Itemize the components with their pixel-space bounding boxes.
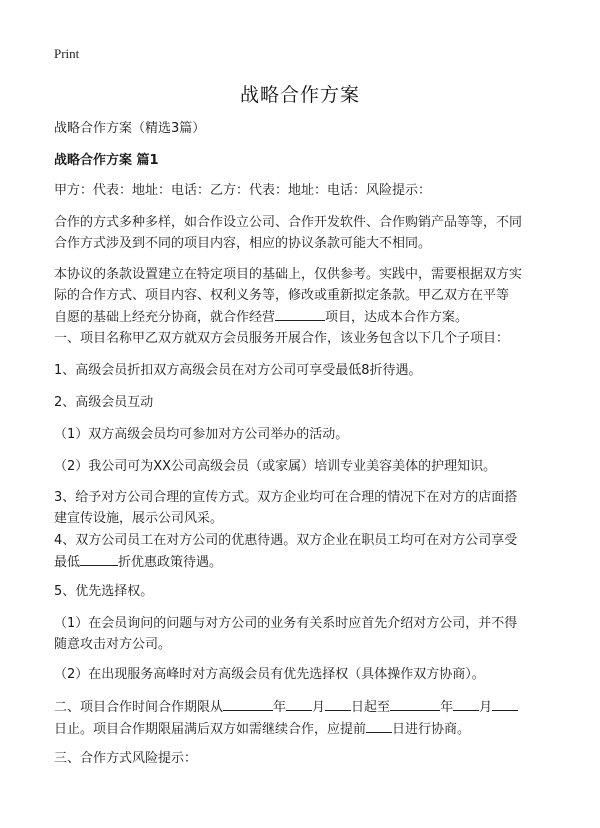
text-line: 建宣传设施，展示公司风采。: [54, 511, 224, 526]
paragraph-item-4: [54, 530, 554, 573]
paragraph-risk-notice: 三、合作方式风险提示：: [54, 751, 198, 766]
text-segment: 折优惠政策待遇。: [118, 555, 223, 570]
blank-start-year[interactable]: [223, 696, 273, 711]
text-line: [54, 306, 554, 328]
text-line: 4、双方公司员工在对方公司的优惠待遇。双方企业在职员工均可在对方公司享受: [54, 533, 518, 548]
text-segment: 年: [440, 700, 454, 715]
paragraph-project-name: 一、项目名称甲乙双方就双方会员服务开展合作，该业务包含以下几个子项目：: [54, 331, 510, 346]
text-line: 合作方式涉及到不同的项目内容，相应的协议条款可能大不相同。: [54, 236, 432, 251]
paragraph-item-3: [54, 487, 554, 529]
text-line: 合作的方式多种多样，如合作设立公司、合作开发软件、合作购销产品等等，不同: [54, 215, 523, 230]
text-segment: 最低: [54, 555, 81, 570]
blank-end-year[interactable]: [390, 696, 440, 711]
paragraph-parties: 甲方：代表：地址：电话：乙方：代表：地址：电话：风险提示：: [54, 183, 432, 198]
text-line: [54, 718, 554, 740]
blank-advance-days[interactable]: [366, 718, 392, 733]
paragraph-cooperation-period: [54, 696, 554, 740]
paragraph-agreement-terms: [54, 264, 554, 328]
blank-discount[interactable]: [80, 551, 118, 566]
paragraph-cooperation-methods: [54, 212, 554, 254]
paragraph-item-2-2: （2）我公司可为XX公司高级会员（或家属）培训专业美容美体的护理知识。: [54, 459, 497, 474]
text-segment: 日止。项目合作期限届满后双方如需继续合作，应提前: [54, 722, 367, 737]
text-segment: 自愿的基础上经充分协商，就合作经营: [54, 310, 276, 325]
print-link[interactable]: Print: [54, 46, 80, 61]
paragraph-item-5-1: [54, 613, 554, 655]
paragraph-item-1: 1、高级会员折扣双方高级会员在对方公司可享受最低8折待遇。: [54, 363, 422, 378]
text-segment: 年: [273, 700, 287, 715]
section-heading: 战略合作方案 篇1: [54, 153, 159, 168]
text-line: [54, 551, 554, 573]
blank-start-day[interactable]: [325, 696, 351, 711]
text-segment: 月: [479, 700, 493, 715]
text-line: 际的合作方式、项目内容、权利义务等，修改或重新拟定条款。甲乙双方在平等: [54, 288, 510, 303]
text-line: 随意攻击对方公司。: [54, 637, 172, 652]
blank-end-month[interactable]: [453, 696, 479, 711]
text-segment: 月: [312, 700, 326, 715]
blank-end-day[interactable]: [492, 696, 518, 711]
text-segment: 二、项目合作时间合作期限从: [54, 700, 224, 715]
paragraph-item-2-1: （1）双方高级会员均可参加对方公司举办的活动。: [54, 427, 349, 442]
text-line: 3、给予对方公司合理的宣传方式。双方企业均可在合理的情况下在对方的店面搭: [54, 490, 518, 505]
text-segment: 日起至: [351, 700, 391, 715]
text-line: 本协议的条款设置建立在特定项目的基础上，仅供参考。实践中，需要根据双方实: [54, 267, 523, 282]
paragraph-item-5: 5、优先选择权。: [54, 584, 154, 599]
document-subtitle: 战略合作方案（精选3篇）: [54, 121, 206, 136]
text-segment: 项目，达成本合作方案。: [325, 310, 469, 325]
paragraph-item-5-2: （2）在出现服务高峰时对方高级会员有优先选择权（具体操作双方协商）。: [54, 667, 485, 682]
text-line: [54, 696, 554, 718]
text-segment: 日进行协商。: [392, 722, 471, 737]
blank-project-name[interactable]: [275, 306, 325, 321]
blank-start-month[interactable]: [286, 696, 312, 711]
paragraph-item-2: 2、高级会员互动: [54, 395, 154, 410]
page-title: 战略合作方案: [239, 84, 360, 106]
text-line: （1）在会员询问的问题与对方公司的业务有关系时应首先介绍对方公司，并不得: [54, 616, 518, 631]
